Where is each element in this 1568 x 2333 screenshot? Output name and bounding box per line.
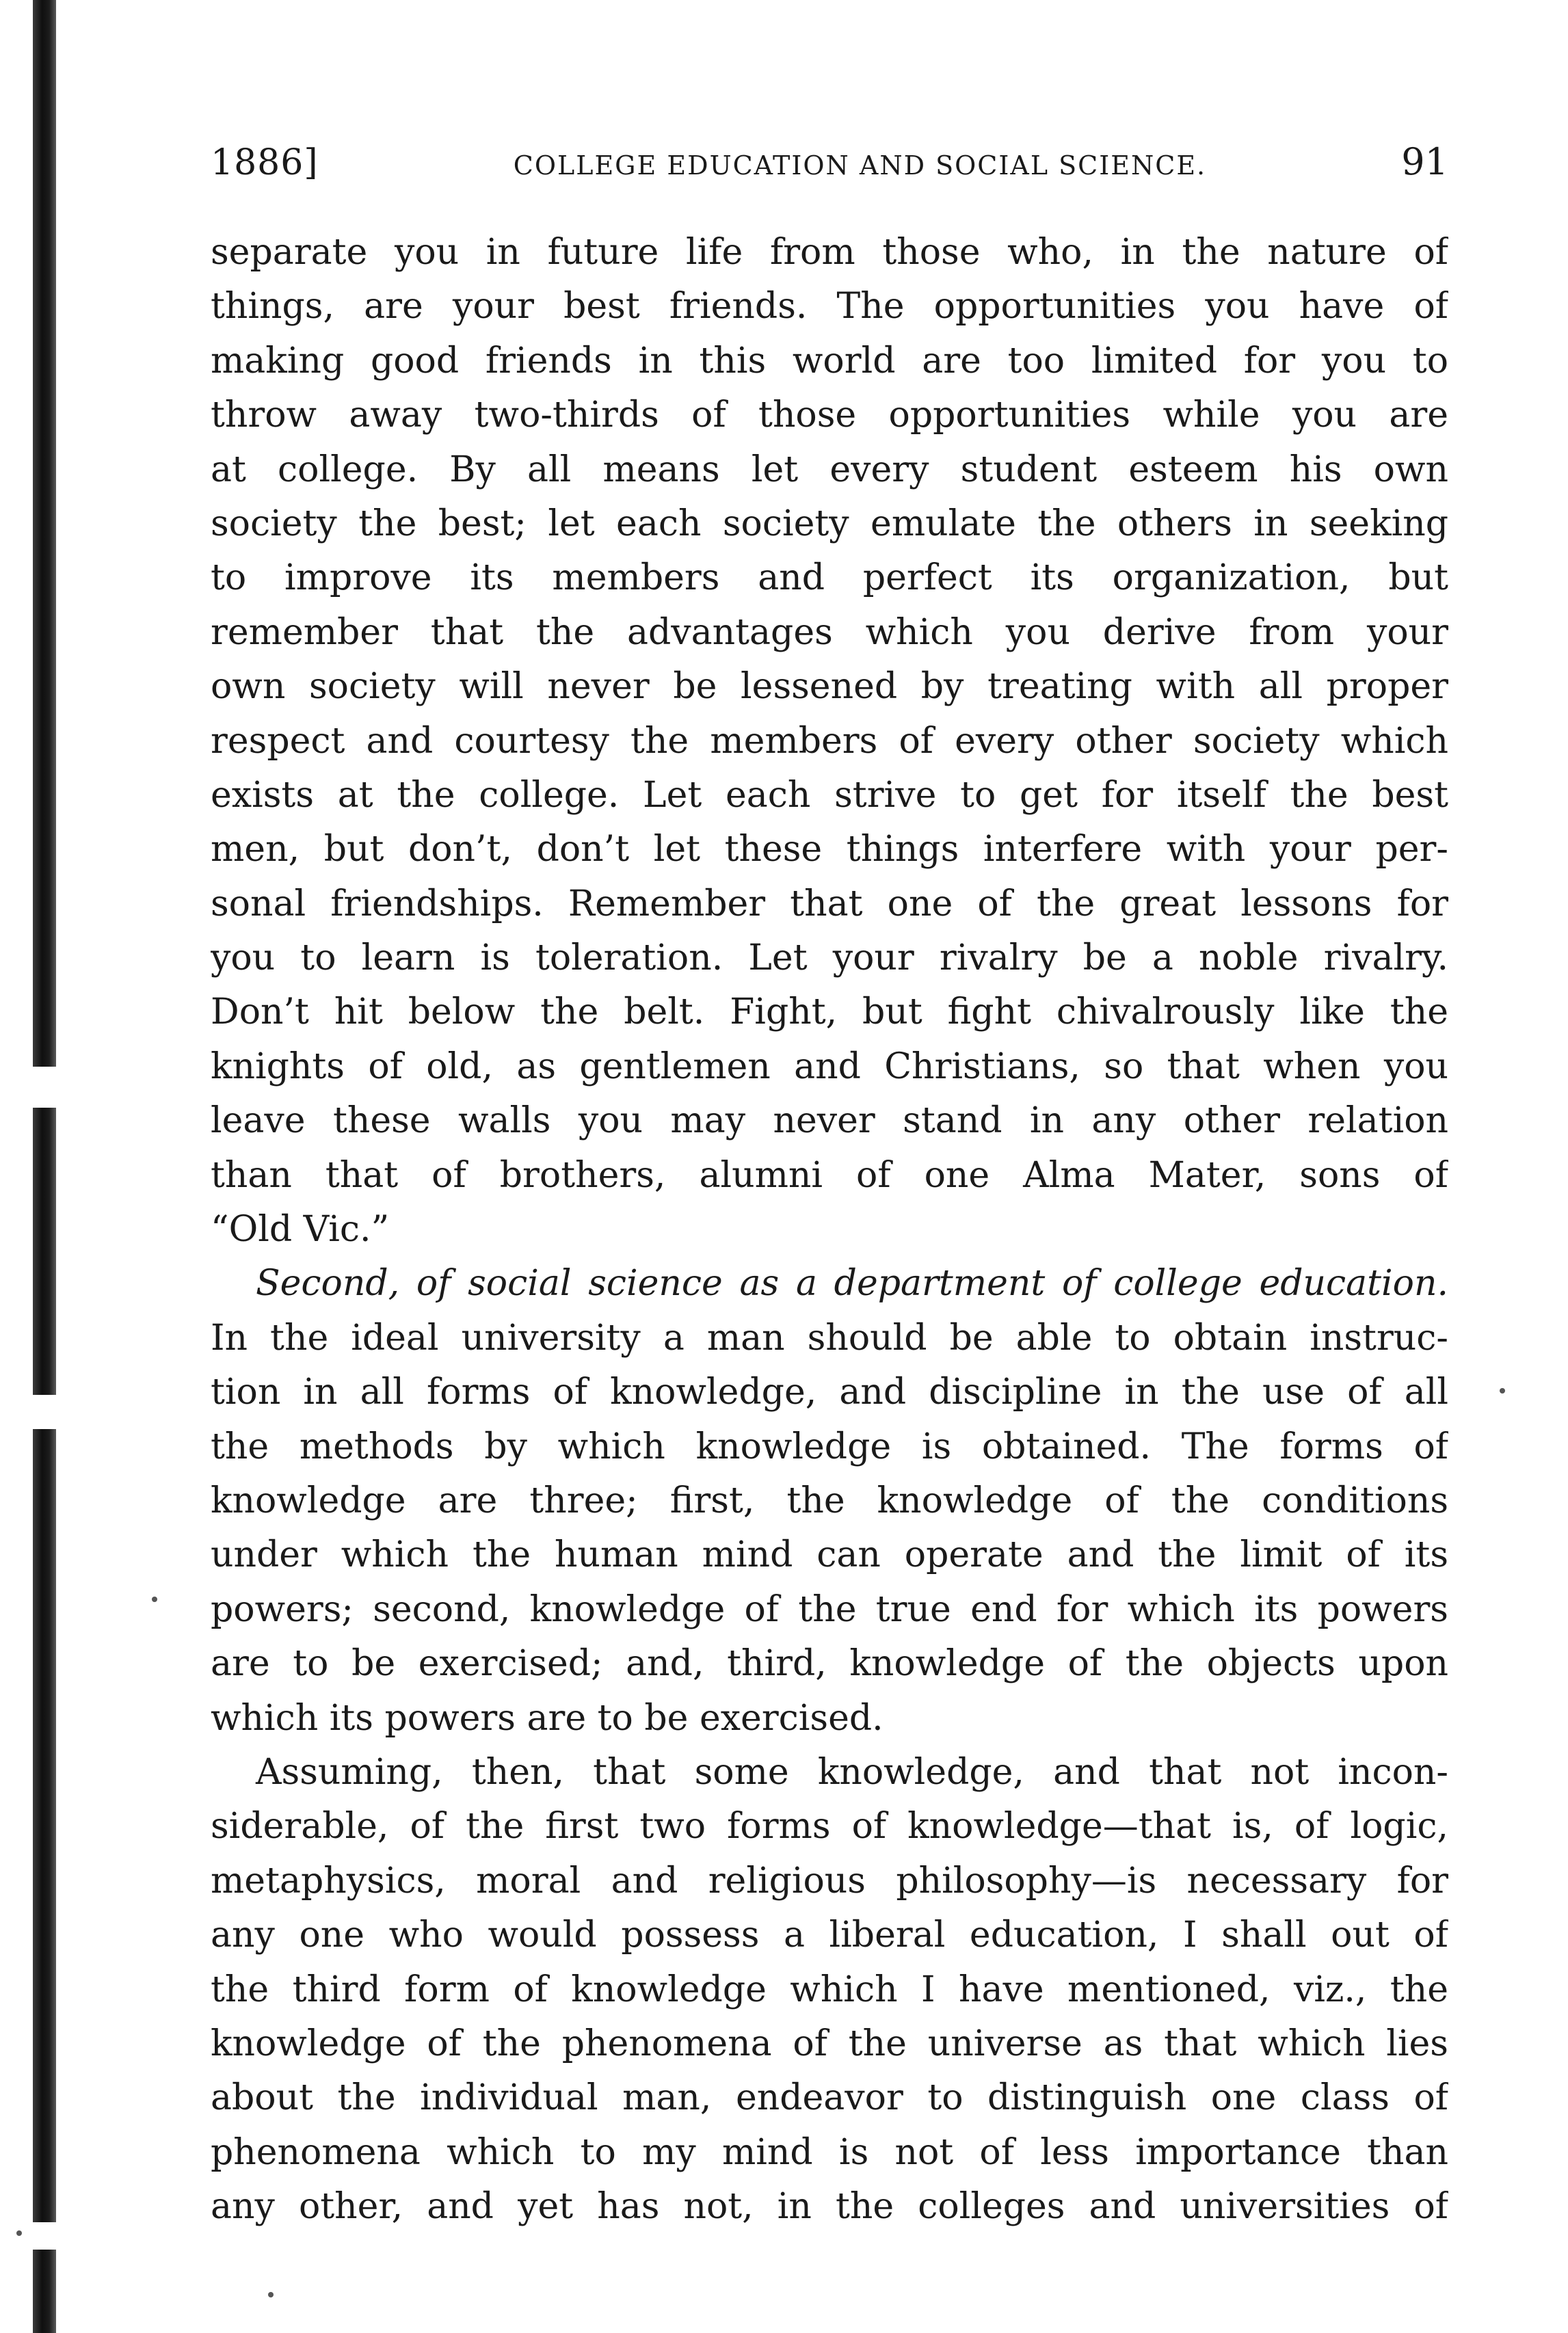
text-line: any other, and yet has not, in the colleges and universities of <box>211 2186 1448 2228</box>
print-speck <box>16 2230 22 2236</box>
text-line: the methods by which knowledge is obtained. The forms of <box>211 1426 1448 1467</box>
running-head-year: 1886] <box>211 142 319 183</box>
text-line: throw away two-thirds of those opportunities while you are <box>211 395 1448 436</box>
text-line: powers; second, knowledge of the true end for which its powers <box>211 1588 1448 1630</box>
text-line: knowledge are three; first, the knowledge of the conditions <box>211 1480 1448 1521</box>
running-head <box>211 140 1448 195</box>
text-line: siderable, of the first two forms of knowledge—that is, of logic, <box>211 1806 1448 1848</box>
text-line: men, but don’t, don’t let these things interfere with your per- <box>211 829 1448 870</box>
text-line: which its powers are to be exercised. <box>211 1697 883 1739</box>
section-heading-line: Second, of social science as a department of college education. <box>256 1263 1448 1305</box>
text-line: about the individual man, endeavor to distinguish one class of <box>211 2077 1448 2119</box>
running-head-title: COLLEGE EDUCATION AND SOCIAL SCIENCE. <box>513 150 1207 181</box>
paragraph-start-line: Assuming, then, that some knowledge, and that not incon- <box>256 1751 1448 1793</box>
text-line: metaphysics, moral and religious philosophy—is necessary for <box>211 1860 1448 1902</box>
text-line: phenomena which to my mind is not of less importance than <box>211 2131 1448 2173</box>
page-number: 91 <box>1401 140 1448 183</box>
text-line: own society will never be lessened by treating with all proper <box>211 666 1448 708</box>
text-line: tion in all forms of knowledge, and discipline in the use of all <box>211 1372 1448 1413</box>
text-line: knowledge of the phenomena of the universe as that which lies <box>211 2023 1448 2064</box>
text-line: than that of brothers, alumni of one Alma Mater, sons of <box>211 1154 1448 1196</box>
text-line: under which the human mind can operate and the limit of its <box>211 1534 1448 1576</box>
binding-gap <box>27 1067 62 1108</box>
text-line: exists at the college. Let each strive to get for itself the best <box>211 774 1448 816</box>
text-line: at college. By all means let every student esteem his own <box>211 449 1448 490</box>
page-binding-edge <box>33 0 56 2333</box>
print-speck <box>1500 1388 1505 1394</box>
print-speck <box>152 1597 157 1602</box>
print-speck <box>268 2292 274 2297</box>
text-line: knights of old, as gentlemen and Christians, so that when you <box>211 1045 1448 1087</box>
binding-gap <box>27 2222 62 2250</box>
text-line: Don’t hit below the belt. Fight, but fight chivalrously like the <box>211 991 1448 1033</box>
binding-gap <box>27 1395 62 1429</box>
text-line: are to be exercised; and, third, knowledge of the objects upon <box>211 1643 1448 1685</box>
text-line: you to learn is toleration. Let your rivalry be a noble rivalry. <box>211 937 1448 979</box>
body-text <box>211 226 1448 2234</box>
text-line: sonal friendships. Remember that one of the great lessons for <box>211 883 1448 924</box>
text-line: the third form of knowledge which I have mentioned, viz., the <box>211 1969 1448 2010</box>
text-line: “Old Vic.” <box>211 1209 390 1251</box>
text-line: In the ideal university a man should be able to obtain instruc- <box>211 1317 1448 1359</box>
text-line: separate you in future life from those who, in the nature of <box>211 232 1448 273</box>
text-line: leave these walls you may never stand in any other relation <box>211 1100 1448 1142</box>
text-line: society the best; let each society emulate the others in seeking <box>211 503 1448 544</box>
text-line: respect and courtesy the members of every other society which <box>211 720 1448 762</box>
text-line: any one who would possess a liberal education, I shall out of <box>211 1915 1448 1956</box>
text-line: making good friends in this world are too limited for you to <box>211 340 1448 382</box>
text-line: remember that the advantages which you derive from your <box>211 611 1448 653</box>
text-line: things, are your best friends. The opportunities you have of <box>211 286 1448 328</box>
text-line: to improve its members and perfect its organization, but <box>211 557 1448 599</box>
